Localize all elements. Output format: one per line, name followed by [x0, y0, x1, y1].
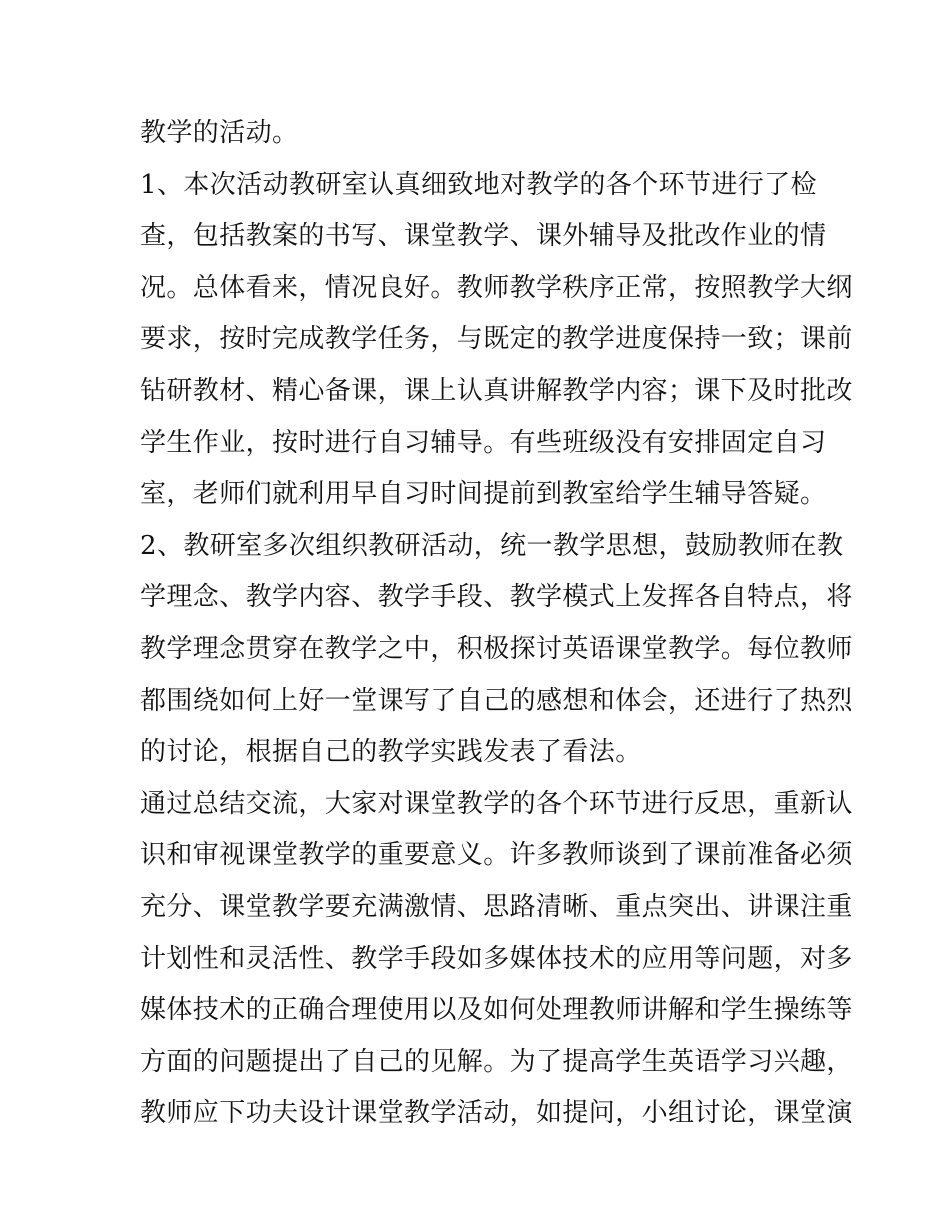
text-line: 1、本次活动教研室认真细致地对教学的各个环节进行了检 — [140, 169, 817, 200]
text-line: 都围绕如何上好一堂课写了自己的感想和体会，还进行了热烈 — [140, 685, 853, 716]
text-line: 学生作业，按时进行自习辅导。有些班级没有安排固定自习 — [140, 427, 827, 458]
text-line: 室，老师们就利用早自习时间提前到教室给学生辅导答疑。 — [140, 479, 827, 510]
text-line: 通过总结交流，大家对课堂教学的各个环节进行反思，重新认 — [140, 788, 853, 819]
text-line: 的讨论，根据自己的教学实践发表了看法。 — [140, 737, 642, 768]
text-line: 充分、课堂教学要充满激情、思路清晰、重点突出、讲课注重 — [140, 891, 853, 922]
text-line: 钻研教材、精心备课，课上认真讲解教学内容；课下及时批改 — [140, 375, 853, 406]
text-line: 识和审视课堂教学的重要意义。许多教师谈到了课前准备必须 — [140, 840, 853, 871]
text-line: 方面的问题提出了自己的见解。为了提高学生英语学习兴趣， — [140, 1046, 853, 1077]
text-line: 要求，按时完成教学任务，与既定的教学进度保持一致；课前 — [140, 324, 853, 355]
text-line: 况。总体看来，情况良好。教师教学秩序正常，按照教学大纲 — [140, 272, 853, 303]
text-line: 计划性和灵活性、教学手段如多媒体技术的应用等问题，对多 — [140, 943, 853, 974]
text-line: 2、教研室多次组织教研活动，统一教学思想，鼓励教师在教 — [140, 530, 844, 561]
text-line: 教师应下功夫设计课堂教学活动，如提问，小组讨论，课堂演 — [140, 1098, 853, 1129]
text-line: 查，包括教案的书写、课堂教学、课外辅导及批改作业的情 — [140, 221, 827, 252]
text-line: 教学理念贯穿在教学之中，积极探讨英语课堂教学。每位教师 — [140, 633, 853, 664]
text-line: 学理念、教学内容、教学手段、教学模式上发挥各自特点，将 — [140, 582, 853, 613]
text-line: 教学的活动。 — [140, 118, 299, 148]
text-line: 媒体技术的正确合理使用以及如何处理教师讲解和学生操练等 — [140, 995, 853, 1026]
document-body — [140, 108, 853, 1140]
